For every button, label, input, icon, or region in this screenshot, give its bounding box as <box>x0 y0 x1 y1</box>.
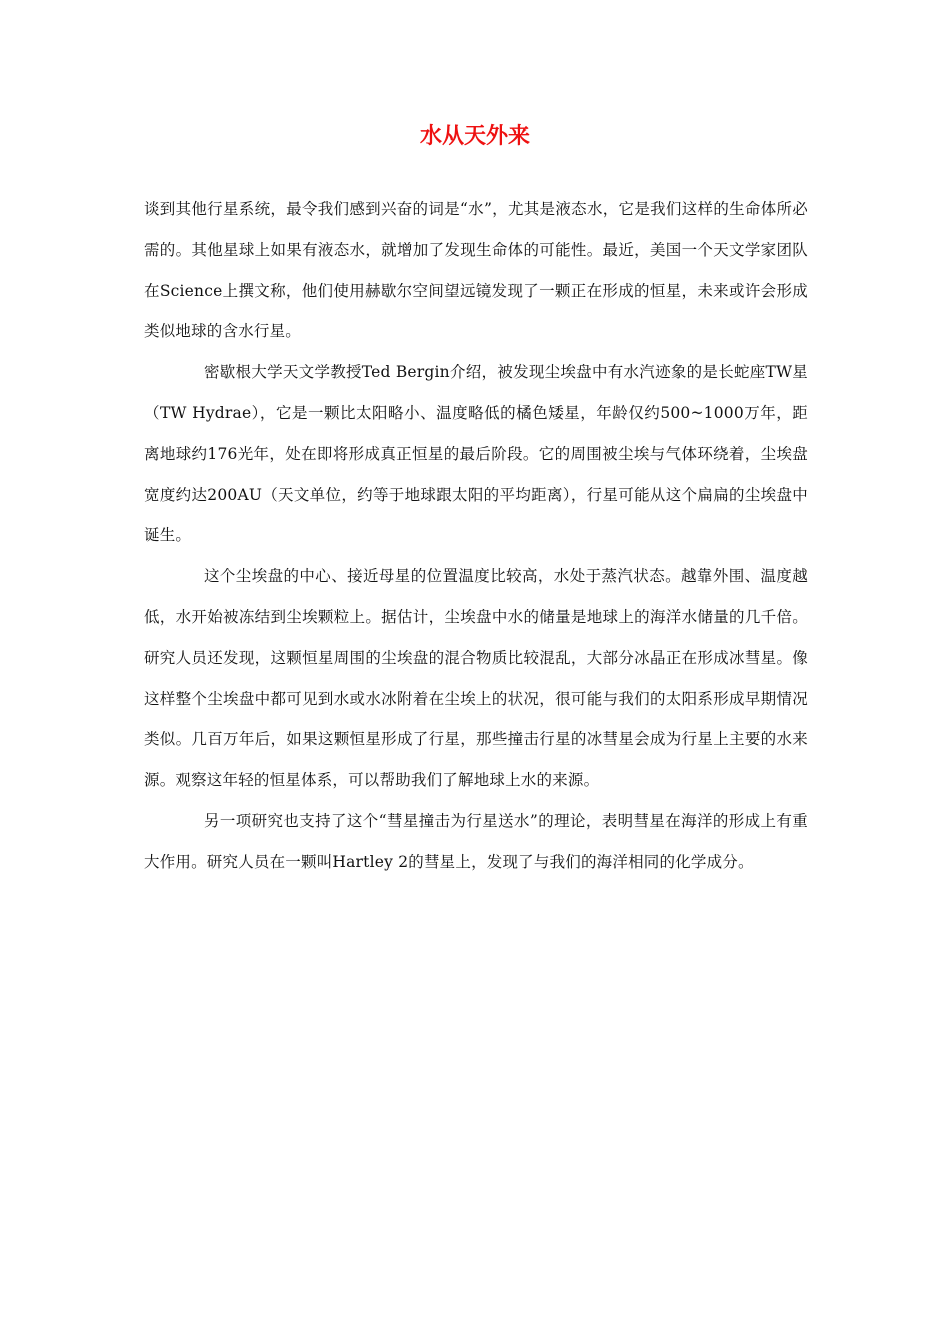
page-title: 水从天外来 <box>419 124 530 149</box>
article-body <box>144 189 808 883</box>
paragraph-intro: 谈到其他行星系统，最令我们感到兴奋的词是“水”，尤其是液态水，它是我们这样的生命体所必需的。其他星球上如果有液态水，就增加了发现生命体的可能性。最近，美国一个天文学家团队在Science上撰文称，他们使用赫歇尔空间望远镜发现了一颗正在形成的恒星，未来或许会形成类似地球的含水行星。 <box>144 200 808 341</box>
paragraph-comet-theory: 另一项研究也支持了这个“彗星撞击为行星送水”的理论，表明彗星在海洋的形成上有重大作用。研究人员在一颗叫Hartley 2的彗星上，发现了与我们的海洋相同的化学成分。 <box>144 811 808 871</box>
paragraph-tw-hydrae: 密歇根大学天文学教授Ted Bergin介绍，被发现尘埃盘中有水汽迹象的是长蛇座TW星（TW Hydrae），它是一颗比太阳略小、温度略低的橘色矮星，年龄仅约500~1000万年，距离地球约176光年，处在即将形成真正恒星的最后阶段。它的周围被尘埃与气体环绕着，尘埃盘宽度约达200AU（天文单位，约等于地球跟太阳的平均距离），行星可能从这个扁扁的尘埃盘中诞生。 <box>144 363 808 545</box>
paragraph-dust-disk: 这个尘埃盘的中心、接近母星的位置温度比较高，水处于蒸汽状态。越靠外围、温度越低，水开始被冻结到尘埃颗粒上。据估计，尘埃盘中水的储量是地球上的海洋水储量的几千倍。研究人员还发现，这颗恒星周围的尘埃盘的混合物质比较混乱，大部分冰晶正在形成冰彗星。像这样整个尘埃盘中都可见到水或水冰附着在尘埃上的状况，很可能与我们的太阳系形成早期情况类似。几百万年后，如果这颗恒星形成了行星，那些撞击行星的冰彗星会成为行星上主要的水来源。观察这年轻的恒星体系，可以帮助我们了解地球上水的来源。 <box>144 567 808 790</box>
